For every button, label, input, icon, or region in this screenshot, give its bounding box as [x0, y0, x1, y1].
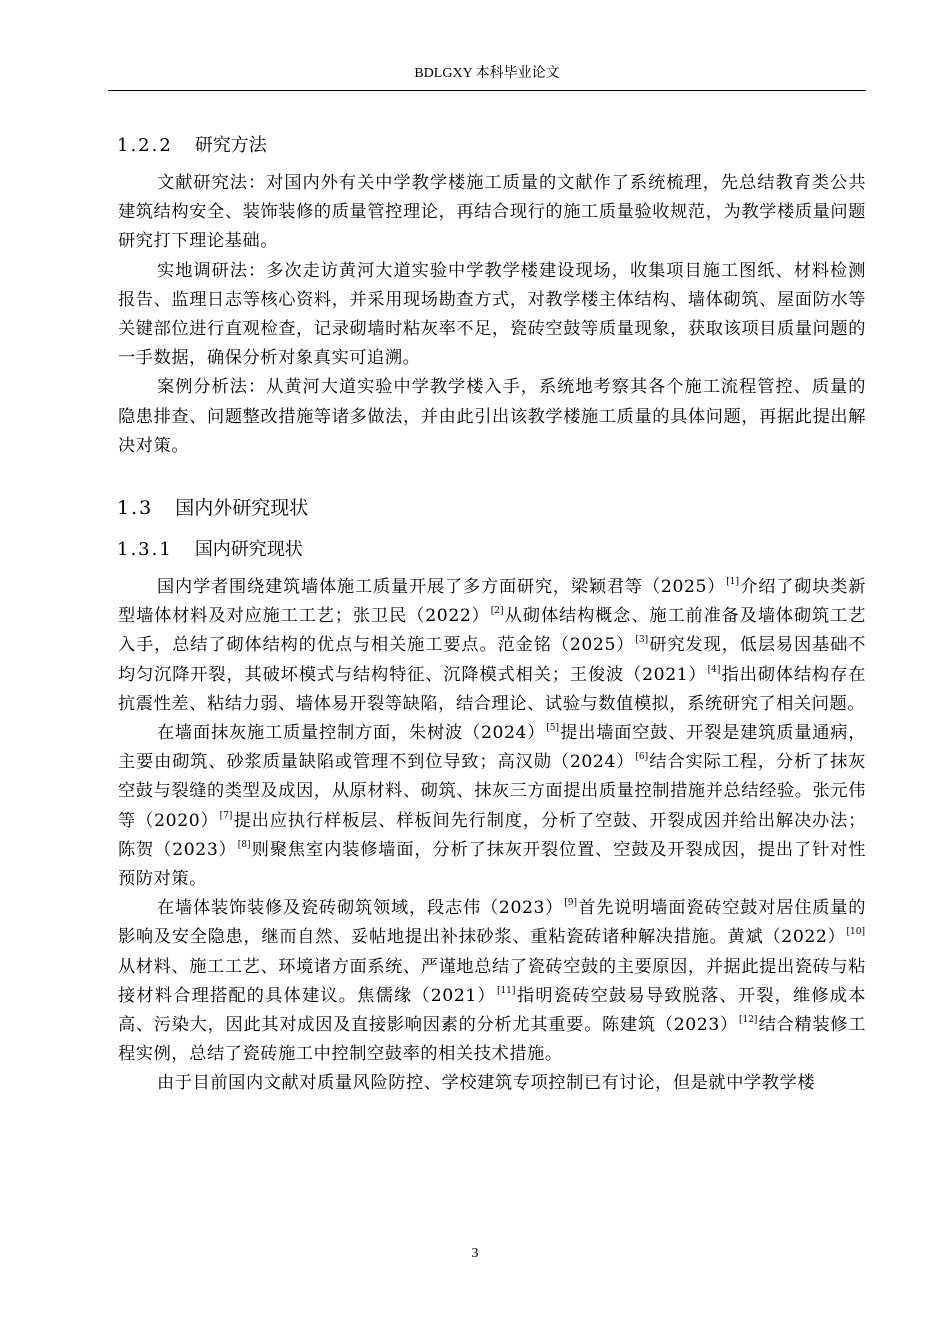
text-run: 研究发现，低层易因基础不均匀沉降开裂，其破坏模式与结构特征、沉降模式相关；王俊波（2021）	[118, 635, 866, 685]
text-run: 首先说明墙面瓷砖空鼓对居住质量的影响及安全隐患，继而自然、妥帖地提出补抹砂浆、重粘瓷砖诸种解决措施。黄斌（2022）	[118, 898, 866, 948]
section-heading-1-2-2	[117, 132, 866, 160]
text-run: 结合精装修工程实例，总结了瓷砖施工中控制空鼓率的相关技术措施。	[118, 1015, 866, 1065]
text-run: 在墙面抹灰施工质量控制方面，朱树波（2024）	[157, 723, 546, 744]
text-run: 则聚焦室内装修墙面，分析了抹灰开裂位置、空鼓及开裂成因，提出了针对性预防对策。	[118, 839, 867, 890]
section-title: 研究方法	[194, 135, 267, 156]
paragraph-field-research-method: 实地调研法：多次走访黄河大道实验中学教学楼建设现场，收集项目施工图纸、材料检测报告、监理日志等核心资料，并采用现场勘查方式，对教学楼主体结构、墙体砌筑、屋面防水等关键部位进行直观检查，记录砌墙时粘灰率不足，瓷砖空鼓等质量现象，获取该项目质量问题的一手数据，确保分析对象真实可追溯。	[118, 260, 866, 369]
paragraph-domestic-research-walls	[118, 573, 866, 719]
document-body	[108, 132, 866, 1099]
section-number: 1.3	[117, 497, 154, 520]
text-run: 介绍了砌块类新型墙体材料及对应施工工艺；张卫民（2022）	[118, 577, 866, 627]
text-run: 从砌体结构概念、施工前准备及墙体砌筑工艺入手，总结了砌体结构的优点与相关施工要点。范金铭（2025）	[118, 606, 866, 656]
header-divider	[108, 90, 866, 91]
paragraph-tile-decoration	[118, 894, 866, 1069]
section-title: 国内研究现状	[194, 539, 303, 561]
citation-ref: [3]	[635, 635, 649, 646]
citation-ref: [10]	[846, 927, 865, 938]
citation-ref: [6]	[635, 752, 649, 763]
citation-ref: [2]	[490, 606, 504, 617]
citation-ref: [7]	[219, 810, 233, 821]
citation-ref: [5]	[546, 723, 560, 734]
section-heading-1-3-1	[117, 536, 866, 564]
citation-ref: [4]	[707, 664, 721, 675]
text-run: 指出砌体结构存在抗震性差、粘结力弱、墙体易开裂等缺陷，结合理论、试验与数值模拟，系统研究了相关问题。	[118, 664, 866, 714]
citation-ref: [1]	[726, 577, 740, 588]
text-run: 指明瓷砖空鼓易导致脱落、开裂，维修成本高、污染大，因此其对成因及直接影响因素的分析尤其重要。陈建筑（2023）	[118, 985, 866, 1036]
spacer	[108, 461, 866, 493]
text-run: 从材料、施工工艺、环境诸方面系统、严谨地总结了瓷砖空鼓的主要原因，并据此提出瓷砖与粘接材料合理搭配的具体建议。焦儒缘（2021）	[118, 956, 866, 1006]
paragraph-plastering-quality	[118, 719, 866, 894]
page-header: BDLGXY 本科毕业论文	[414, 66, 560, 81]
citation-ref: [9]	[564, 898, 578, 909]
paragraph-case-analysis-method: 案例分析法：从黄河大道实验中学教学楼入手，系统地考察其各个施工流程管控、质量的隐患排查、问题整改措施等诸多做法，并由此引出该教学楼施工质量的具体问题，再据此提出解决对策。	[118, 377, 866, 456]
citation-ref: [8]	[237, 839, 251, 850]
section-number: 1.3.1	[117, 539, 173, 561]
text-run: 国内学者围绕建筑墙体施工质量开展了多方面研究，梁颖君等（2025）	[157, 577, 726, 598]
paragraph-continuation: 由于目前国内文献对质量风险防控、学校建筑专项控制已有讨论，但是就中学教学楼	[157, 1073, 816, 1094]
page-number: 3	[471, 1246, 479, 1261]
paragraph-literature-method: 文献研究法：对国内外有关中学教学楼施工质量的文献作了系统梳理，先总结教育类公共建筑结构安全、装饰装修的质量管控理论，再结合现行的施工质量验收规范，为教学楼质量问题研究打下理论基础。	[118, 173, 866, 252]
section-heading-1-3	[117, 493, 866, 523]
section-number: 1.2.2	[117, 135, 173, 156]
section-title: 国内外研究现状	[175, 497, 309, 520]
citation-ref: [12]	[738, 1015, 758, 1026]
text-run: 在墙体装饰装修及瓷砖砌筑领域，段志伟（2023）	[157, 898, 564, 919]
text-run: 结合实际工程，分析了抹灰空鼓与裂缝的类型及成因，从原材料、砌筑、抹灰三方面提出质量控制措施并总结经验。张元伟等（2020）	[118, 752, 866, 831]
text-run: 提出应执行样板层、样板间先行制度，分析了空鼓、开裂成因并给出解决办法；陈贺（2023）	[118, 810, 866, 860]
citation-ref: [11]	[496, 985, 516, 996]
text-run: 提出墙面空鼓、开裂是建筑质量通病，主要由砌筑、砂浆质量缺陷或管理不到位导致；高汉勋（2024）	[118, 723, 866, 773]
